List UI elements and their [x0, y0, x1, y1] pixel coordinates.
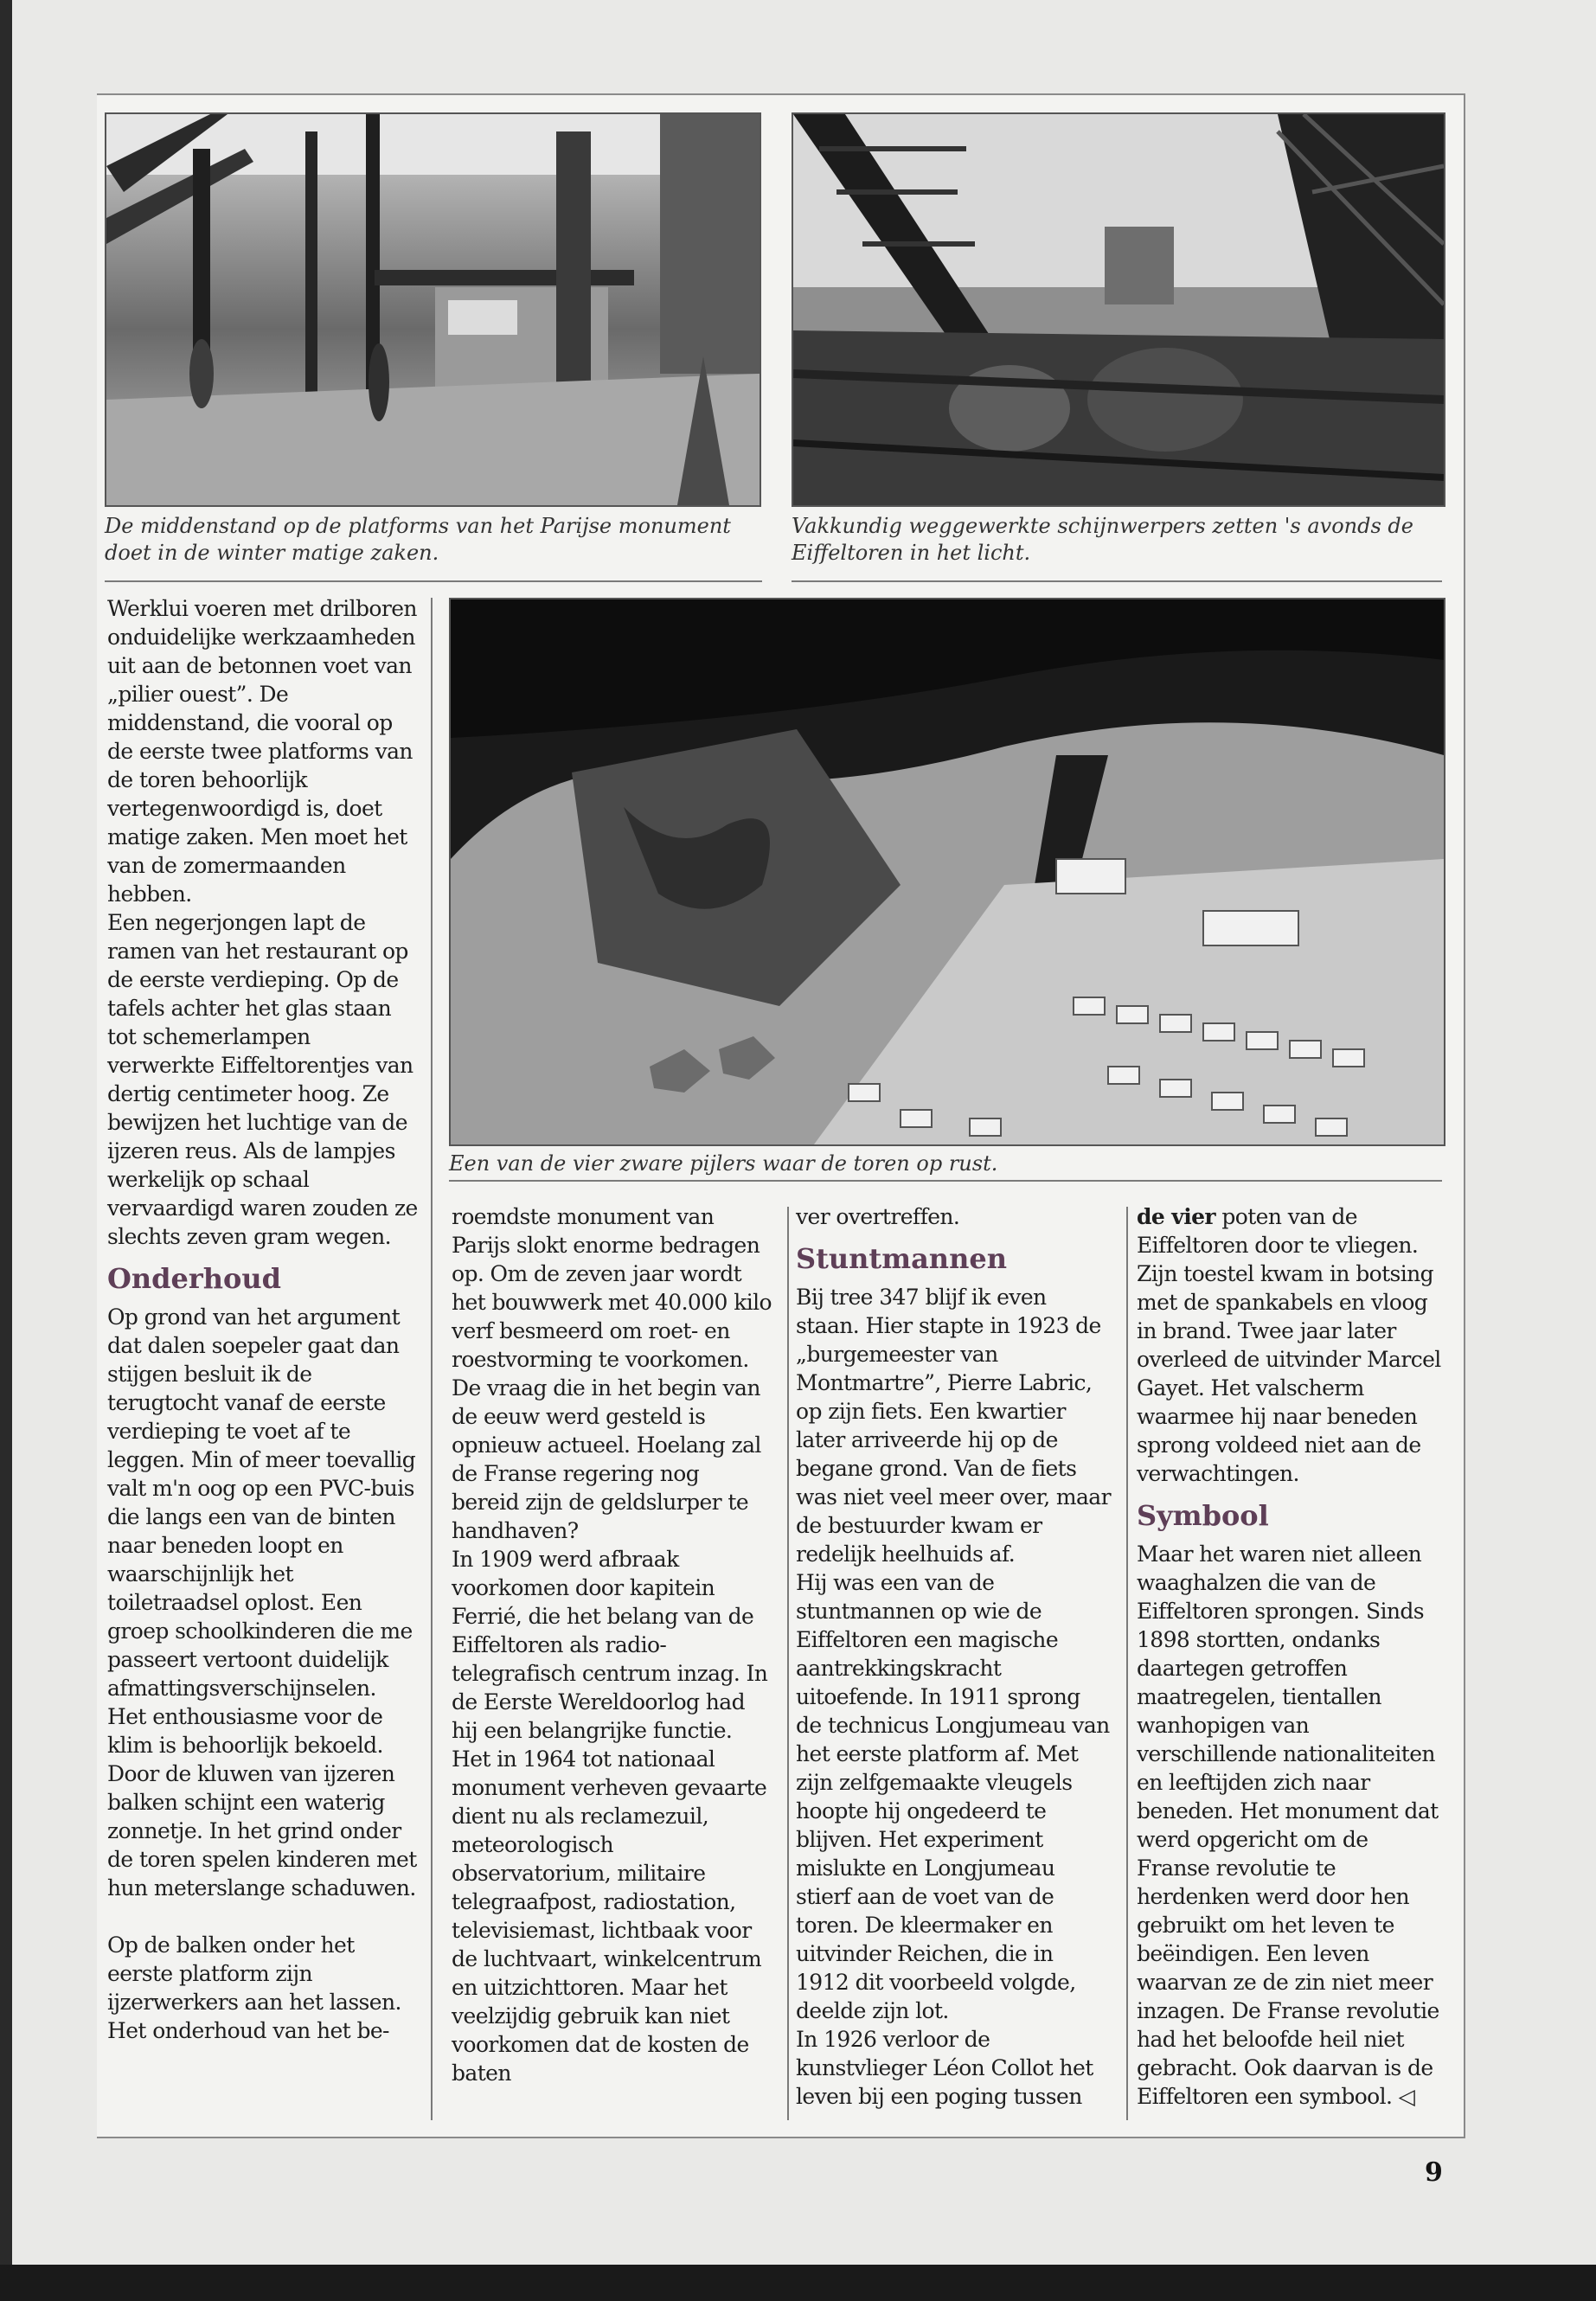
text-column-1 — [107, 594, 419, 2045]
rule-under-left-caption — [105, 580, 762, 582]
photo-spotlights — [792, 112, 1445, 507]
col4-lead — [1137, 1202, 1441, 1488]
heading-symbool: Symbool — [1137, 1499, 1269, 1532]
photo-platform-shops — [105, 112, 761, 507]
caption-pillar: Een van de vier zware pijlers waar de toren op rust. — [449, 1151, 998, 1176]
col4-lead-bold: de vier — [1137, 1204, 1215, 1229]
col3-para2: Hij was een van de stuntmannen op wie de Eiffeltoren een magische aantrekkingskracht uitoefende. In 1911 sprong de technicus Longjumeau van het eerste platform af. Met zijn zelfgemaakte vleugels hoopte hij ongedeerd te blijven. Het experiment mislukte en Longjumeau stierf aan de voet van de toren. De kleermaker en uitvinder Reichen, die in 1912 dit voorbeeld volgde, deelde zijn lot. — [796, 1570, 1110, 2023]
pillar-aerial-image — [451, 599, 1444, 1144]
col4-para1-text: Maar het waren niet alleen waaghalzen die van de Eiffeltoren sprongen. Sinds 1898 stortten, ondanks daartegen getroffen maatregelen, tientallen wanhopigen van verschillende nationaliteiten en leeftijden zich naar beneden. Het monument dat werd opgericht om de Franse revolutie te herdenken werd door hen gebruikt om het leven te beëindigen. Een leven waarvan ze de zin niet meer inzagen. De Franse revolutie had het beloofde heil niet gebracht. Ook daarvan is de Eiffeltoren een symbool. — [1137, 1541, 1439, 2109]
col1-intro: Werklui voeren met drilboren onduidelijke werkzaamheden uit aan de betonnen voet van „pilier ouest”. De middenstand, die vooral op de eerste twee platforms van de toren behoorlijk vertegenwoordigd is, doet matige zaken. Men moet het van de zomermaanden hebben. — [107, 596, 417, 907]
column-divider-1 — [431, 598, 433, 2120]
col1-para3: Op grond van het argument dat dalen soepeler gaat dan stijgen besluit ik de terugtocht vanaf de eerste verdieping te voet af te leggen. Min of meer toevallig valt m'n oog op een PVC-buis die langs een van de binten naar beneden loopt en waarschijnlijk het toiletraadsel oplost. Een groep schoolkinderen die me passeert vertoont duidelijk afmattingsverschijnselen. Het enthousiasme voor de klim is behoorlijk bekoeld. Door de kluwen van ijzeren balken schijnt een waterig zonnetje. In het grind onder de toren spelen kinderen met hun meterslange schaduwen. — [107, 1304, 417, 1900]
column-divider-3 — [1126, 1207, 1128, 2120]
col4-lead-rest: poten van de Eiffeltoren door te vliegen. Zijn toestel kwam in botsing met de spankabels en vloog in brand. Twee jaar later overleed de uitvinder Marcel Gayet. Het valscherm waarmee hij naar beneden sprong voldeed niet aan de verwachtingen. — [1137, 1204, 1441, 1486]
col1-para4: Op de balken onder het eerste platform zijn ijzerwerkers aan het lassen. Het onderhoud van het be- — [107, 1932, 401, 2043]
spotlights-image — [793, 114, 1444, 505]
text-column-2 — [452, 1202, 772, 2087]
col4-para1 — [1137, 1540, 1441, 2111]
platform-shops-image — [106, 114, 760, 505]
col2-para1: roemdste monument van Parijs slokt enorme bedragen op. Om de zeven jaar wordt het bouwwerk met 40.000 kilo verf besmeerd om roet- en roestvorming te voorkomen. De vraag die in het begin van de eeuw werd gesteld is opnieuw actueel. Hoelang zal de Franse regering nog bereid zijn de geldslurper te handhaven? — [452, 1204, 772, 1543]
rule-under-right-caption — [792, 580, 1442, 582]
caption-platform-shops: De middenstand op de platforms van het Parijse monument doet in de winter matige zaken. — [105, 514, 731, 565]
text-column-3 — [796, 1202, 1111, 2111]
photo-pillar-aerial — [449, 598, 1445, 1146]
column-divider-2 — [787, 1207, 789, 2120]
col3-para1: Bij tree 347 blijf ik even staan. Hier stapte in 1923 de „burgemeester van Montmartre”, Pierre Labric, op zijn fiets. Een kwartier later arriveerde hij op de begane grond. Van de fiets was niet veel meer over, maar de bestuurder kwam er redelijk heelhuids af. — [796, 1285, 1111, 1567]
bleed-through-text — [554, 16, 1038, 35]
text-column-4 — [1137, 1202, 1441, 2111]
col2-para2: In 1909 werd afbraak voorkomen door kapitein Ferrié, die het belang van de Eiffeltoren als radio-telegrafisch centrum inzag. In de Eerste Wereldoorlog had hij een belangrijke functie. Het in 1964 tot nationaal monument verheven gevaarte dient nu als reclamezuil, meteorologisch observatorium, militaire telegraafpost, radiostation, televisiemast, lichtbaak voor de luchtvaart, winkelcentrum en uitzichttoren. Maar het veelzijdig gebruik kan niet voorkomen dat de kosten de baten — [452, 1547, 768, 2086]
end-of-article-icon: ◁ — [1398, 2084, 1415, 2109]
heading-onderhoud: Onderhoud — [107, 1262, 281, 1295]
caption-spotlights: Vakkundig weggewerkte schijnwerpers zetten 's avonds de Eiffeltoren in het licht. — [792, 514, 1413, 565]
col3-lead: ver overtreffen. — [796, 1204, 960, 1229]
col3-para3: In 1926 verloor de kunstvlieger Léon Collot het leven bij een poging tussen — [796, 2027, 1093, 2109]
scan-edge-bottom — [0, 2265, 1596, 2301]
magazine-page — [97, 93, 1465, 2138]
page-number: 9 — [1425, 2157, 1443, 2188]
col1-para2: Een negerjongen lapt de ramen van het restaurant op de eerste verdieping. Op de tafels achter het glas staan tot schemerlampen verwerkte Eiffeltorentjes van dertig centimeter hoog. Ze bewijzen het luchtige van de ijzeren reus. Als de lampjes werkelijk op schaal vervaardigd waren zouden ze slechts zeven gram wegen. — [107, 910, 418, 1249]
rule-under-main-caption — [449, 1180, 1442, 1182]
scan-edge-left — [0, 0, 12, 2301]
heading-stuntmannen: Stuntmannen — [796, 1242, 1007, 1275]
